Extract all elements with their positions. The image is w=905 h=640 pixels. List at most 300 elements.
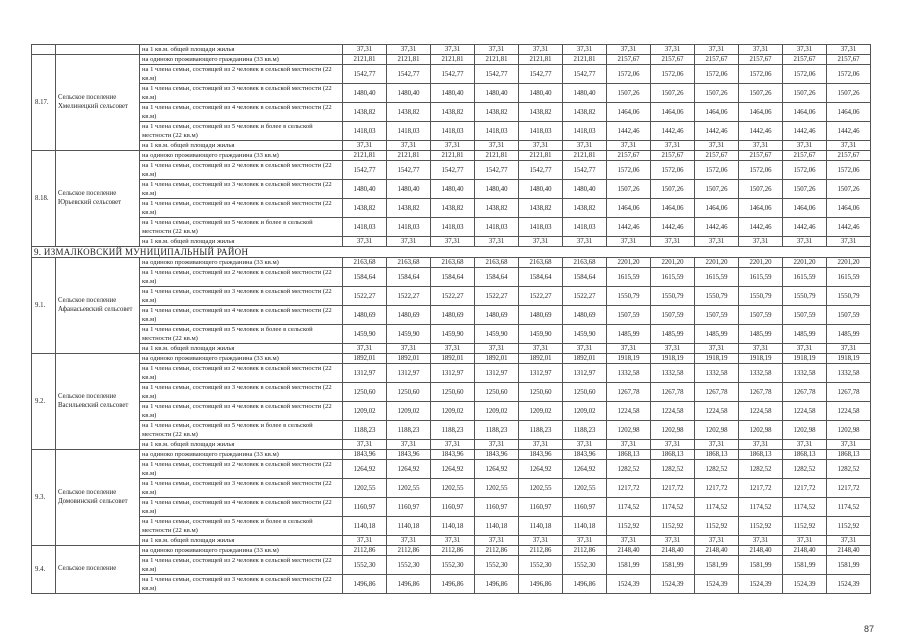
value-cell: 2112,86 (387, 546, 431, 556)
value-cell: 2112,86 (563, 546, 607, 556)
value-cell: 2148,40 (695, 546, 739, 556)
value-cell: 2157,67 (695, 151, 739, 161)
value-cell: 1485,99 (827, 325, 871, 344)
value-cell: 37,31 (387, 45, 431, 55)
value-cell: 1332,58 (695, 364, 739, 383)
value-cell: 37,31 (783, 536, 827, 546)
value-cell: 1892,01 (519, 354, 563, 364)
value-cell: 37,31 (783, 237, 827, 247)
value-cell: 1140,18 (431, 517, 475, 536)
value-cell: 1542,77 (387, 161, 431, 180)
row-description: на 1 члена семьи, состоящей из 5 человек и более в сельской местности (22 кв.м) (140, 325, 343, 344)
value-cell: 2121,81 (387, 55, 431, 65)
value-cell: 37,31 (387, 536, 431, 546)
value-cell: 1480,69 (343, 306, 387, 325)
value-cell: 1209,02 (343, 402, 387, 421)
value-cell: 1892,01 (343, 354, 387, 364)
value-cell: 1264,92 (519, 460, 563, 479)
table-row (32, 556, 871, 575)
table-row (32, 450, 871, 460)
table-row (32, 84, 871, 103)
value-cell: 1464,06 (651, 199, 695, 218)
value-cell: 2163,68 (475, 258, 519, 268)
value-cell: 37,31 (827, 344, 871, 354)
value-cell: 2112,86 (343, 546, 387, 556)
table-row (32, 237, 871, 247)
value-cell: 1480,40 (519, 84, 563, 103)
value-cell: 1160,97 (563, 498, 607, 517)
value-cell: 1202,55 (343, 479, 387, 498)
value-cell: 1480,40 (387, 84, 431, 103)
row-description: на 1 члена семьи, состоящей из 2 человек в сельской местности (22 кв.м) (140, 364, 343, 383)
value-cell: 1522,27 (475, 287, 519, 306)
value-cell: 1224,58 (607, 402, 651, 421)
value-cell: 1188,23 (431, 421, 475, 440)
region-header-row (32, 247, 871, 258)
row-description: на 1 члена семьи, состоящей из 5 человек и более в сельской местности (22 кв.м) (140, 421, 343, 440)
row-description: на 1 члена семьи, состоящей из 3 человек в сельской местности (22 кв.м) (140, 575, 343, 594)
value-cell: 1868,13 (827, 450, 871, 460)
value-cell: 1480,69 (475, 306, 519, 325)
value-cell: 1438,82 (343, 199, 387, 218)
value-cell: 1140,18 (387, 517, 431, 536)
table-row (32, 151, 871, 161)
value-cell: 1507,26 (827, 180, 871, 199)
value-cell: 1217,72 (695, 479, 739, 498)
value-cell: 37,31 (651, 344, 695, 354)
value-cell: 1572,06 (651, 65, 695, 84)
table-row (32, 122, 871, 141)
value-cell: 1209,02 (387, 402, 431, 421)
table-row (32, 479, 871, 498)
value-cell: 2157,67 (695, 55, 739, 65)
value-cell: 1224,58 (739, 402, 783, 421)
value-cell: 1209,02 (519, 402, 563, 421)
table-row (32, 55, 871, 65)
value-cell: 37,31 (563, 141, 607, 151)
value-cell: 2121,81 (431, 151, 475, 161)
value-cell: 2163,68 (431, 258, 475, 268)
value-cell: 1507,26 (739, 84, 783, 103)
value-cell: 2163,68 (387, 258, 431, 268)
value-cell: 1250,60 (563, 383, 607, 402)
value-cell: 1550,79 (827, 287, 871, 306)
value-cell: 1264,92 (475, 460, 519, 479)
value-cell: 1442,46 (695, 122, 739, 141)
value-cell: 1868,13 (651, 450, 695, 460)
value-cell: 1542,77 (431, 65, 475, 84)
value-cell: 2157,67 (739, 151, 783, 161)
value-cell: 37,31 (387, 141, 431, 151)
value-cell: 1892,01 (387, 354, 431, 364)
value-cell: 1174,52 (739, 498, 783, 517)
value-cell: 1202,55 (431, 479, 475, 498)
value-cell: 1464,06 (783, 199, 827, 218)
value-cell: 2148,40 (607, 546, 651, 556)
value-cell: 2148,40 (783, 546, 827, 556)
value-cell: 37,31 (475, 45, 519, 55)
value-cell: 1418,03 (563, 218, 607, 237)
row-description: на 1 члена семьи, состоящей из 4 человек в сельской местности (22 кв.м) (140, 103, 343, 122)
value-cell: 1282,52 (739, 460, 783, 479)
value-cell: 1264,92 (387, 460, 431, 479)
value-cell: 2163,68 (519, 258, 563, 268)
value-cell: 1174,52 (783, 498, 827, 517)
value-cell: 1507,26 (783, 180, 827, 199)
value-cell: 1507,59 (651, 306, 695, 325)
row-description: на 1 члена семьи, состоящей из 3 человек в сельской местности (22 кв.м) (140, 84, 343, 103)
value-cell: 1459,90 (475, 325, 519, 344)
value-cell: 1507,26 (739, 180, 783, 199)
value-cell: 37,31 (431, 440, 475, 450)
value-cell: 1496,86 (519, 575, 563, 594)
value-cell: 1152,92 (783, 517, 827, 536)
value-cell: 1480,69 (431, 306, 475, 325)
value-cell: 1442,46 (651, 122, 695, 141)
value-cell: 1267,78 (827, 383, 871, 402)
value-cell: 1542,77 (387, 65, 431, 84)
value-cell: 2112,86 (431, 546, 475, 556)
value-cell: 1224,58 (827, 402, 871, 421)
value-cell: 1552,30 (475, 556, 519, 575)
value-cell: 1572,06 (651, 161, 695, 180)
value-cell: 1442,46 (651, 218, 695, 237)
value-cell: 1282,52 (783, 460, 827, 479)
value-cell: 1464,06 (695, 103, 739, 122)
value-cell: 2148,40 (827, 546, 871, 556)
row-description: на одиноко проживающего гражданина (33 кв.м) (140, 450, 343, 460)
value-cell: 1438,82 (475, 199, 519, 218)
value-cell: 1464,06 (739, 199, 783, 218)
value-cell: 2148,40 (651, 546, 695, 556)
value-cell: 1485,99 (783, 325, 827, 344)
value-cell: 1202,55 (519, 479, 563, 498)
value-cell: 1250,60 (343, 383, 387, 402)
value-cell: 37,31 (343, 237, 387, 247)
value-cell: 1312,97 (387, 364, 431, 383)
value-cell: 37,31 (651, 440, 695, 450)
value-cell: 1552,30 (519, 556, 563, 575)
value-cell: 1584,64 (431, 268, 475, 287)
value-cell: 37,31 (695, 440, 739, 450)
table-row (32, 287, 871, 306)
value-cell: 37,31 (827, 237, 871, 247)
value-cell: 1217,72 (783, 479, 827, 498)
value-cell: 1550,79 (651, 287, 695, 306)
value-cell: 1188,23 (343, 421, 387, 440)
value-cell: 1224,58 (651, 402, 695, 421)
value-cell: 1584,64 (475, 268, 519, 287)
value-cell: 2121,81 (431, 55, 475, 65)
value-cell: 1140,18 (343, 517, 387, 536)
settlement-code: 8.17. (32, 55, 56, 151)
value-cell: 1174,52 (827, 498, 871, 517)
value-cell: 2148,40 (739, 546, 783, 556)
value-cell: 1581,99 (651, 556, 695, 575)
value-cell: 1282,52 (695, 460, 739, 479)
row-description: на 1 кв.м. общей площади жилья (140, 237, 343, 247)
value-cell: 1438,82 (519, 103, 563, 122)
value-cell: 2121,81 (475, 55, 519, 65)
value-cell: 1442,46 (783, 218, 827, 237)
value-cell: 2157,67 (827, 55, 871, 65)
value-cell: 1438,82 (563, 199, 607, 218)
value-cell: 1496,86 (475, 575, 519, 594)
value-cell: 1267,78 (607, 383, 651, 402)
value-cell: 1892,01 (563, 354, 607, 364)
value-cell: 37,31 (607, 344, 651, 354)
value-cell: 1217,72 (607, 479, 651, 498)
value-cell: 1418,03 (343, 122, 387, 141)
value-cell: 37,31 (387, 440, 431, 450)
value-cell: 1507,26 (651, 180, 695, 199)
table-row (32, 517, 871, 536)
value-cell: 37,31 (519, 45, 563, 55)
value-cell: 1438,82 (563, 103, 607, 122)
table-body (32, 45, 871, 594)
settlement-code: 9.4. (32, 546, 56, 594)
value-cell: 1581,99 (695, 556, 739, 575)
row-description: на 1 кв.м. общей площади жилья (140, 141, 343, 151)
row-description: на 1 члена семьи, состоящей из 3 человек в сельской местности (22 кв.м) (140, 287, 343, 306)
value-cell: 1524,39 (783, 575, 827, 594)
value-cell: 1584,64 (563, 268, 607, 287)
value-cell: 1264,92 (431, 460, 475, 479)
settlement-name: Сельское поселение (56, 546, 140, 594)
value-cell: 1312,97 (563, 364, 607, 383)
value-cell: 2201,20 (607, 258, 651, 268)
value-cell: 37,31 (343, 536, 387, 546)
value-cell: 1332,58 (607, 364, 651, 383)
row-description: на одиноко проживающего гражданина (33 кв.м) (140, 546, 343, 556)
value-cell: 1152,92 (607, 517, 651, 536)
row-description: на 1 кв.м. общей площади жилья (140, 45, 343, 55)
value-cell: 1250,60 (387, 383, 431, 402)
value-cell: 1140,18 (519, 517, 563, 536)
value-cell: 1542,77 (431, 161, 475, 180)
value-cell: 1480,40 (475, 180, 519, 199)
value-cell: 1552,30 (431, 556, 475, 575)
table-row (32, 402, 871, 421)
value-cell: 1282,52 (651, 460, 695, 479)
value-cell: 1480,40 (431, 84, 475, 103)
row-description: на одиноко проживающего гражданина (33 кв.м) (140, 354, 343, 364)
value-cell: 1418,03 (431, 218, 475, 237)
value-cell: 1507,59 (783, 306, 827, 325)
value-cell: 1459,90 (563, 325, 607, 344)
value-cell: 1572,06 (695, 65, 739, 84)
value-cell: 37,31 (607, 536, 651, 546)
value-cell: 1188,23 (475, 421, 519, 440)
value-cell: 2157,67 (827, 151, 871, 161)
value-cell: 1152,92 (651, 517, 695, 536)
row-description: на 1 члена семьи, состоящей из 3 человек в сельской местности (22 кв.м) (140, 180, 343, 199)
value-cell: 1438,82 (343, 103, 387, 122)
value-cell: 1418,03 (475, 122, 519, 141)
value-cell: 2121,81 (475, 151, 519, 161)
value-cell: 2121,81 (387, 151, 431, 161)
table-row (32, 141, 871, 151)
value-cell: 1438,82 (431, 199, 475, 218)
value-cell: 1552,30 (387, 556, 431, 575)
value-cell: 37,31 (783, 440, 827, 450)
settlement-code: 8.18. (32, 151, 56, 247)
value-cell: 1480,40 (519, 180, 563, 199)
value-cell: 2157,67 (607, 55, 651, 65)
value-cell: 1918,19 (783, 354, 827, 364)
row-description: на 1 члена семьи, состоящей из 2 человек в сельской местности (22 кв.м) (140, 556, 343, 575)
value-cell: 37,31 (343, 440, 387, 450)
value-cell: 1224,58 (783, 402, 827, 421)
empty-code-cell (32, 45, 56, 55)
row-description: на 1 кв.м. общей площади жилья (140, 440, 343, 450)
value-cell: 1480,40 (431, 180, 475, 199)
value-cell: 1524,39 (739, 575, 783, 594)
value-cell: 1480,40 (563, 84, 607, 103)
value-cell: 1892,01 (431, 354, 475, 364)
value-cell: 37,31 (827, 440, 871, 450)
value-cell: 1202,98 (783, 421, 827, 440)
value-cell: 1264,92 (563, 460, 607, 479)
value-cell: 1581,99 (783, 556, 827, 575)
table-row (32, 536, 871, 546)
value-cell: 1160,97 (343, 498, 387, 517)
value-cell: 1572,06 (695, 161, 739, 180)
value-cell: 1174,52 (651, 498, 695, 517)
value-cell: 1442,46 (827, 218, 871, 237)
value-cell: 1160,97 (387, 498, 431, 517)
value-cell: 1464,06 (607, 103, 651, 122)
value-cell: 1507,26 (827, 84, 871, 103)
table-row (32, 325, 871, 344)
value-cell: 2157,67 (783, 55, 827, 65)
value-cell: 37,31 (343, 141, 387, 151)
value-cell: 1507,26 (783, 84, 827, 103)
value-cell: 1480,40 (343, 180, 387, 199)
value-cell: 1507,26 (607, 180, 651, 199)
value-cell: 37,31 (695, 237, 739, 247)
value-cell: 1868,13 (739, 450, 783, 460)
value-cell: 37,31 (739, 141, 783, 151)
row-description: на 1 члена семьи, состоящей из 4 человек в сельской местности (22 кв.м) (140, 306, 343, 325)
value-cell: 1418,03 (343, 218, 387, 237)
value-cell: 1267,78 (695, 383, 739, 402)
value-cell: 1250,60 (519, 383, 563, 402)
value-cell: 37,31 (431, 45, 475, 55)
value-cell: 1267,78 (651, 383, 695, 402)
value-cell: 1550,79 (607, 287, 651, 306)
settlement-name: Сельское поселение Васильевский сельсовет (56, 354, 140, 450)
value-cell: 1918,19 (695, 354, 739, 364)
table-row (32, 546, 871, 556)
value-cell: 1868,13 (607, 450, 651, 460)
value-cell: 1464,06 (651, 103, 695, 122)
table-row (32, 268, 871, 287)
value-cell: 1202,98 (695, 421, 739, 440)
value-cell: 1507,59 (607, 306, 651, 325)
value-cell: 1918,19 (739, 354, 783, 364)
settlement-name: Сельское поселение Домовинский сельсовет (56, 450, 140, 546)
row-description: на 1 члена семьи, состоящей из 4 человек в сельской местности (22 кв.м) (140, 498, 343, 517)
value-cell: 1217,72 (739, 479, 783, 498)
value-cell: 1202,98 (739, 421, 783, 440)
value-cell: 37,31 (343, 344, 387, 354)
value-cell: 37,31 (695, 141, 739, 151)
table-row (32, 199, 871, 218)
value-cell: 1442,46 (607, 218, 651, 237)
value-cell: 1868,13 (783, 450, 827, 460)
value-cell: 1174,52 (607, 498, 651, 517)
value-cell: 1152,92 (695, 517, 739, 536)
value-cell: 1480,69 (387, 306, 431, 325)
table-row (32, 218, 871, 237)
value-cell: 1843,96 (475, 450, 519, 460)
value-cell: 37,31 (431, 237, 475, 247)
row-description: на одиноко проживающего гражданина (33 кв.м) (140, 55, 343, 65)
value-cell: 37,31 (563, 237, 607, 247)
table-row (32, 498, 871, 517)
value-cell: 1459,90 (519, 325, 563, 344)
value-cell: 1552,30 (563, 556, 607, 575)
page-number: 87 (863, 624, 874, 634)
value-cell: 1464,06 (607, 199, 651, 218)
row-description: на одиноко проживающего гражданина (33 кв.м) (140, 151, 343, 161)
value-cell: 37,31 (519, 440, 563, 450)
value-cell: 1464,06 (739, 103, 783, 122)
value-cell: 2112,86 (475, 546, 519, 556)
value-cell: 37,31 (783, 344, 827, 354)
value-cell: 1485,99 (651, 325, 695, 344)
settlement-code: 9.1. (32, 258, 56, 354)
value-cell: 1312,97 (343, 364, 387, 383)
value-cell: 1550,79 (783, 287, 827, 306)
housing-cost-table (31, 44, 871, 594)
value-cell: 1584,64 (343, 268, 387, 287)
value-cell: 1581,99 (827, 556, 871, 575)
value-cell: 37,31 (739, 440, 783, 450)
value-cell: 1480,40 (475, 84, 519, 103)
value-cell: 2121,81 (343, 151, 387, 161)
value-cell: 1550,79 (739, 287, 783, 306)
value-cell: 1615,59 (651, 268, 695, 287)
value-cell: 1496,86 (563, 575, 607, 594)
value-cell: 1418,03 (475, 218, 519, 237)
table-row (32, 161, 871, 180)
value-cell: 1464,06 (827, 199, 871, 218)
value-cell: 2121,81 (563, 55, 607, 65)
value-cell: 1843,96 (431, 450, 475, 460)
value-cell: 1918,19 (827, 354, 871, 364)
value-cell: 37,31 (519, 237, 563, 247)
value-cell: 1464,06 (827, 103, 871, 122)
value-cell: 1418,03 (519, 218, 563, 237)
value-cell: 1542,77 (563, 161, 607, 180)
row-description: на 1 члена семьи, состоящей из 5 человек и более в сельской местности (22 кв.м) (140, 122, 343, 141)
value-cell: 37,31 (607, 237, 651, 247)
value-cell: 37,31 (475, 440, 519, 450)
table-row (32, 421, 871, 440)
value-cell: 37,31 (783, 141, 827, 151)
value-cell: 37,31 (739, 45, 783, 55)
value-cell: 1507,26 (695, 180, 739, 199)
value-cell: 2157,67 (739, 55, 783, 65)
value-cell: 1480,69 (563, 306, 607, 325)
value-cell: 1459,90 (343, 325, 387, 344)
table-row (32, 460, 871, 479)
value-cell: 37,31 (607, 141, 651, 151)
value-cell: 1459,90 (431, 325, 475, 344)
value-cell: 1615,59 (739, 268, 783, 287)
